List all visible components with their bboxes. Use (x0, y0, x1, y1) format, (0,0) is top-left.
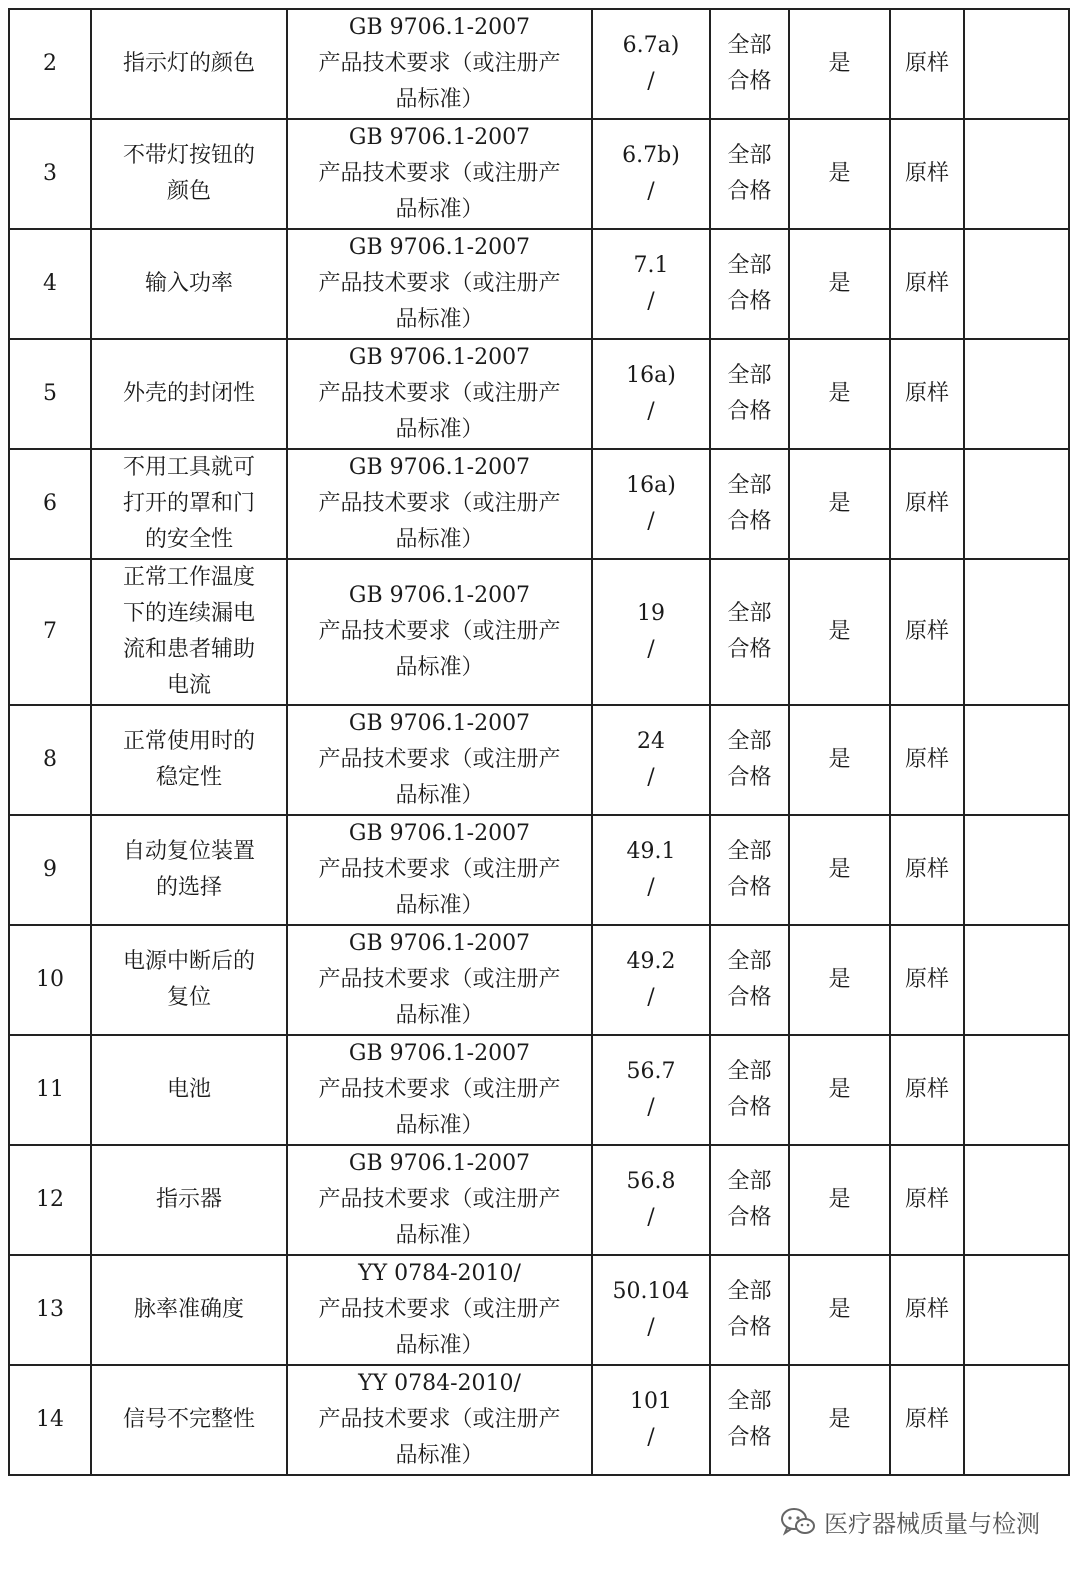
clause-cell-line: 16a) (626, 363, 676, 388)
result-cell-line: 全部 (727, 839, 772, 864)
standard-cell-line: GB 9706.1-2007 (348, 235, 531, 260)
clause-cell-line: 7.1 (633, 253, 669, 278)
result-cell (710, 559, 789, 705)
result-cell-line: 全部 (727, 33, 772, 58)
standard-cell (287, 229, 592, 339)
note-cell (964, 449, 1069, 559)
table-row (9, 1035, 1069, 1145)
test-item-cell-line: 电流 (166, 673, 211, 698)
note-cell (964, 1365, 1069, 1475)
standard-cell-line: 品标准） (395, 1003, 484, 1028)
clause-cell-line: 24 (637, 729, 665, 754)
row-number-cell: 3 (9, 119, 91, 229)
result-cell (710, 1145, 789, 1255)
clause-cell-line: / (647, 1315, 655, 1340)
standard-cell (287, 559, 592, 705)
table-row (9, 9, 1069, 119)
standard-cell (287, 339, 592, 449)
clause-cell (592, 705, 710, 815)
standard-cell-line: 产品技术要求（或注册产 (318, 271, 561, 296)
test-item-cell-line: 电池 (166, 1077, 211, 1102)
result-cell-line: 全部 (727, 143, 772, 168)
table-row (9, 1365, 1069, 1475)
note-cell (964, 1255, 1069, 1365)
table-row (9, 339, 1069, 449)
conclusion-cell: 是 (789, 229, 890, 339)
table-row (9, 559, 1069, 705)
clause-cell (592, 1035, 710, 1145)
table-row (9, 815, 1069, 925)
test-item-cell (91, 449, 287, 559)
note-cell (964, 559, 1069, 705)
standard-cell-line: 产品技术要求（或注册产 (318, 161, 561, 186)
test-item-cell-line: 信号不完整性 (122, 1407, 255, 1432)
standard-cell-line: 产品技术要求（或注册产 (318, 747, 561, 772)
result-cell (710, 9, 789, 119)
result-cell-line: 合格 (727, 765, 772, 790)
clause-cell (592, 119, 710, 229)
sample-cell: 原样 (890, 9, 964, 119)
test-item-cell-line: 指示灯的颜色 (122, 51, 255, 76)
result-cell (710, 1255, 789, 1365)
clause-cell (592, 1255, 710, 1365)
result-cell (710, 1365, 789, 1475)
test-item-cell-line: 的安全性 (144, 527, 233, 552)
standard-cell-line: YY 0784-2010/ (358, 1371, 521, 1396)
conclusion-cell: 是 (789, 559, 890, 705)
clause-cell-line: / (647, 1095, 655, 1120)
standard-cell (287, 705, 592, 815)
result-cell-line: 全部 (727, 363, 772, 388)
note-cell (964, 229, 1069, 339)
table-row (9, 119, 1069, 229)
standard-cell-line: 品标准） (395, 197, 484, 222)
standard-cell-line: GB 9706.1-2007 (348, 1041, 531, 1066)
note-cell (964, 1035, 1069, 1145)
test-item-cell (91, 705, 287, 815)
standard-cell-line: GB 9706.1-2007 (348, 455, 531, 480)
clause-cell (592, 1365, 710, 1475)
standard-cell-line: GB 9706.1-2007 (348, 1151, 531, 1176)
result-cell-line: 全部 (727, 729, 772, 754)
conclusion-cell: 是 (789, 1035, 890, 1145)
account-name: 医疗器械质量与检测 (824, 1510, 1040, 1538)
clause-cell-line: / (647, 1205, 655, 1230)
clause-cell (592, 925, 710, 1035)
result-cell-line: 全部 (727, 601, 772, 626)
test-item-cell-line: 流和患者辅助 (122, 637, 255, 662)
test-item-cell (91, 1145, 287, 1255)
note-cell (964, 1145, 1069, 1255)
result-cell-line: 全部 (727, 1169, 772, 1194)
standard-cell-line: 品标准） (395, 1223, 484, 1248)
standard-cell-line: 品标准） (395, 655, 484, 680)
row-number-cell: 7 (9, 559, 91, 705)
standard-cell (287, 1035, 592, 1145)
clause-cell-line: / (647, 1425, 655, 1450)
test-item-cell (91, 9, 287, 119)
result-cell-line: 合格 (727, 1205, 772, 1230)
test-item-cell (91, 1035, 287, 1145)
test-item-cell-line: 稳定性 (155, 765, 222, 790)
sample-cell: 原样 (890, 229, 964, 339)
test-item-cell (91, 229, 287, 339)
standard-cell-line: GB 9706.1-2007 (348, 15, 531, 40)
table-row (9, 1255, 1069, 1365)
sample-cell: 原样 (890, 925, 964, 1035)
test-item-cell-line: 电源中断后的 (122, 949, 255, 974)
row-number-cell: 11 (9, 1035, 91, 1145)
standard-cell-line: 产品技术要求（或注册产 (318, 619, 561, 644)
conclusion-cell: 是 (789, 925, 890, 1035)
test-item-cell-line: 自动复位装置 (122, 839, 255, 864)
table-row (9, 925, 1069, 1035)
standard-cell-line: GB 9706.1-2007 (348, 821, 531, 846)
standard-cell-line: GB 9706.1-2007 (348, 583, 531, 608)
sample-cell: 原样 (890, 815, 964, 925)
clause-cell-line: 56.8 (626, 1169, 676, 1194)
result-cell-line: 合格 (727, 1095, 772, 1120)
test-item-cell (91, 119, 287, 229)
test-item-cell-line: 外壳的封闭性 (122, 381, 255, 406)
conclusion-cell: 是 (789, 119, 890, 229)
standard-cell-line: 产品技术要求（或注册产 (318, 967, 561, 992)
standard-cell-line: 产品技术要求（或注册产 (318, 491, 561, 516)
test-item-cell (91, 1365, 287, 1475)
standard-cell (287, 1365, 592, 1475)
standard-cell-line: 产品技术要求（或注册产 (318, 1297, 561, 1322)
row-number-cell: 14 (9, 1365, 91, 1475)
sample-cell: 原样 (890, 559, 964, 705)
standard-cell-line: 产品技术要求（或注册产 (318, 1407, 561, 1432)
standard-cell-line: 产品技术要求（或注册产 (318, 51, 561, 76)
standard-cell-line: 品标准） (395, 783, 484, 808)
sample-cell: 原样 (890, 449, 964, 559)
standard-cell-line: 产品技术要求（或注册产 (318, 381, 561, 406)
result-cell-line: 全部 (727, 949, 772, 974)
test-item-cell-line: 输入功率 (144, 271, 233, 296)
note-cell (964, 705, 1069, 815)
table-row (9, 229, 1069, 339)
result-cell (710, 339, 789, 449)
standard-cell (287, 1145, 592, 1255)
inspection-table (8, 8, 1070, 1476)
result-cell-line: 合格 (727, 1315, 772, 1340)
table-row (9, 449, 1069, 559)
standard-cell-line: 品标准） (395, 307, 484, 332)
result-cell (710, 925, 789, 1035)
row-number-cell: 5 (9, 339, 91, 449)
clause-cell (592, 1145, 710, 1255)
standard-cell-line: 产品技术要求（或注册产 (318, 857, 561, 882)
table-row (9, 1145, 1069, 1255)
test-item-cell (91, 925, 287, 1035)
clause-cell (592, 339, 710, 449)
standard-cell-line: 产品技术要求（或注册产 (318, 1187, 561, 1212)
sample-cell: 原样 (890, 1365, 964, 1475)
clause-cell-line: 19 (637, 601, 665, 626)
standard-cell (287, 815, 592, 925)
clause-cell-line: / (647, 69, 655, 94)
result-cell-line: 全部 (727, 473, 772, 498)
test-item-cell-line: 脉率准确度 (133, 1297, 244, 1322)
standard-cell-line: 产品技术要求（或注册产 (318, 1077, 561, 1102)
result-cell (710, 449, 789, 559)
standard-cell-line: 品标准） (395, 1443, 484, 1468)
standard-cell (287, 9, 592, 119)
result-cell-line: 全部 (727, 1279, 772, 1304)
row-number-cell: 13 (9, 1255, 91, 1365)
standard-cell-line: GB 9706.1-2007 (348, 125, 531, 150)
row-number-cell: 6 (9, 449, 91, 559)
row-number-cell: 10 (9, 925, 91, 1035)
test-item-cell (91, 559, 287, 705)
result-cell-line: 全部 (727, 1389, 772, 1414)
row-number-cell: 12 (9, 1145, 91, 1255)
clause-cell-line: 6.7b) (622, 143, 680, 168)
clause-cell-line: 56.7 (626, 1059, 676, 1084)
clause-cell-line: 101 (630, 1389, 672, 1414)
clause-cell-line: / (647, 289, 655, 314)
sample-cell: 原样 (890, 1255, 964, 1365)
standard-cell-line: 品标准） (395, 87, 484, 112)
table-row (9, 705, 1069, 815)
row-number-cell: 9 (9, 815, 91, 925)
sample-cell: 原样 (890, 1035, 964, 1145)
clause-cell (592, 559, 710, 705)
test-item-cell (91, 815, 287, 925)
clause-cell-line: 49.1 (626, 839, 676, 864)
standard-cell-line: YY 0784-2010/ (358, 1261, 521, 1286)
test-item-cell-line: 复位 (166, 985, 211, 1010)
conclusion-cell: 是 (789, 449, 890, 559)
note-cell (964, 9, 1069, 119)
watermark-footer (780, 1504, 1040, 1539)
row-number-cell: 2 (9, 9, 91, 119)
conclusion-cell: 是 (789, 705, 890, 815)
clause-cell-line: / (647, 765, 655, 790)
result-cell (710, 815, 789, 925)
conclusion-cell: 是 (789, 339, 890, 449)
note-cell (964, 925, 1069, 1035)
clause-cell-line: / (647, 509, 655, 534)
result-cell-line: 合格 (727, 69, 772, 94)
test-item-cell-line: 指示器 (155, 1187, 222, 1212)
test-item-cell-line: 的选择 (155, 875, 222, 900)
clause-cell-line: 6.7a) (622, 33, 680, 58)
standard-cell-line: GB 9706.1-2007 (348, 345, 531, 370)
standard-cell-line: 品标准） (395, 1113, 484, 1138)
test-item-cell-line: 打开的罩和门 (122, 491, 255, 516)
result-cell-line: 合格 (727, 985, 772, 1010)
result-cell-line: 合格 (727, 399, 772, 424)
note-cell (964, 119, 1069, 229)
clause-cell-line: / (647, 179, 655, 204)
result-cell (710, 229, 789, 339)
result-cell (710, 1035, 789, 1145)
clause-cell-line: / (647, 875, 655, 900)
clause-cell-line: 50.104 (612, 1279, 690, 1304)
clause-cell-line: 49.2 (626, 949, 676, 974)
result-cell-line: 合格 (727, 637, 772, 662)
result-cell-line: 合格 (727, 289, 772, 314)
standard-cell-line: 品标准） (395, 893, 484, 918)
clause-cell (592, 229, 710, 339)
clause-cell-line: 16a) (626, 473, 676, 498)
standard-cell (287, 1255, 592, 1365)
clause-cell (592, 449, 710, 559)
test-item-cell-line: 不用工具就可 (122, 455, 255, 480)
standard-cell-line: 品标准） (395, 1333, 484, 1358)
result-cell (710, 705, 789, 815)
sample-cell: 原样 (890, 339, 964, 449)
result-cell-line: 合格 (727, 875, 772, 900)
clause-cell-line: / (647, 399, 655, 424)
result-cell-line: 合格 (727, 509, 772, 534)
test-item-cell (91, 339, 287, 449)
standard-cell-line: 品标准） (395, 417, 484, 442)
result-cell-line: 合格 (727, 1425, 772, 1450)
standard-cell-line: GB 9706.1-2007 (348, 711, 531, 736)
standard-cell-line: 品标准） (395, 527, 484, 552)
conclusion-cell: 是 (789, 1255, 890, 1365)
result-cell-line: 全部 (727, 1059, 772, 1084)
conclusion-cell: 是 (789, 815, 890, 925)
row-number-cell: 4 (9, 229, 91, 339)
row-number-cell: 8 (9, 705, 91, 815)
result-cell-line: 合格 (727, 179, 772, 204)
sample-cell: 原样 (890, 119, 964, 229)
sample-cell: 原样 (890, 705, 964, 815)
test-item-cell (91, 1255, 287, 1365)
clause-cell (592, 815, 710, 925)
standard-cell (287, 925, 592, 1035)
standard-cell (287, 119, 592, 229)
note-cell (964, 339, 1069, 449)
test-item-cell-line: 不带灯按钮的 (122, 143, 255, 168)
wechat-icon (780, 1507, 816, 1537)
conclusion-cell: 是 (789, 1145, 890, 1255)
sample-cell: 原样 (890, 1145, 964, 1255)
conclusion-cell: 是 (789, 1365, 890, 1475)
test-item-cell-line: 颜色 (166, 179, 211, 204)
conclusion-cell: 是 (789, 9, 890, 119)
table-body (9, 9, 1069, 1475)
test-item-cell-line: 正常使用时的 (122, 729, 255, 754)
note-cell (964, 815, 1069, 925)
standard-cell (287, 449, 592, 559)
clause-cell-line: / (647, 985, 655, 1010)
clause-cell-line: / (647, 637, 655, 662)
test-item-cell-line: 下的连续漏电 (122, 601, 255, 626)
test-item-cell-line: 正常工作温度 (122, 565, 255, 590)
result-cell (710, 119, 789, 229)
clause-cell (592, 9, 710, 119)
standard-cell-line: GB 9706.1-2007 (348, 931, 531, 956)
result-cell-line: 全部 (727, 253, 772, 278)
